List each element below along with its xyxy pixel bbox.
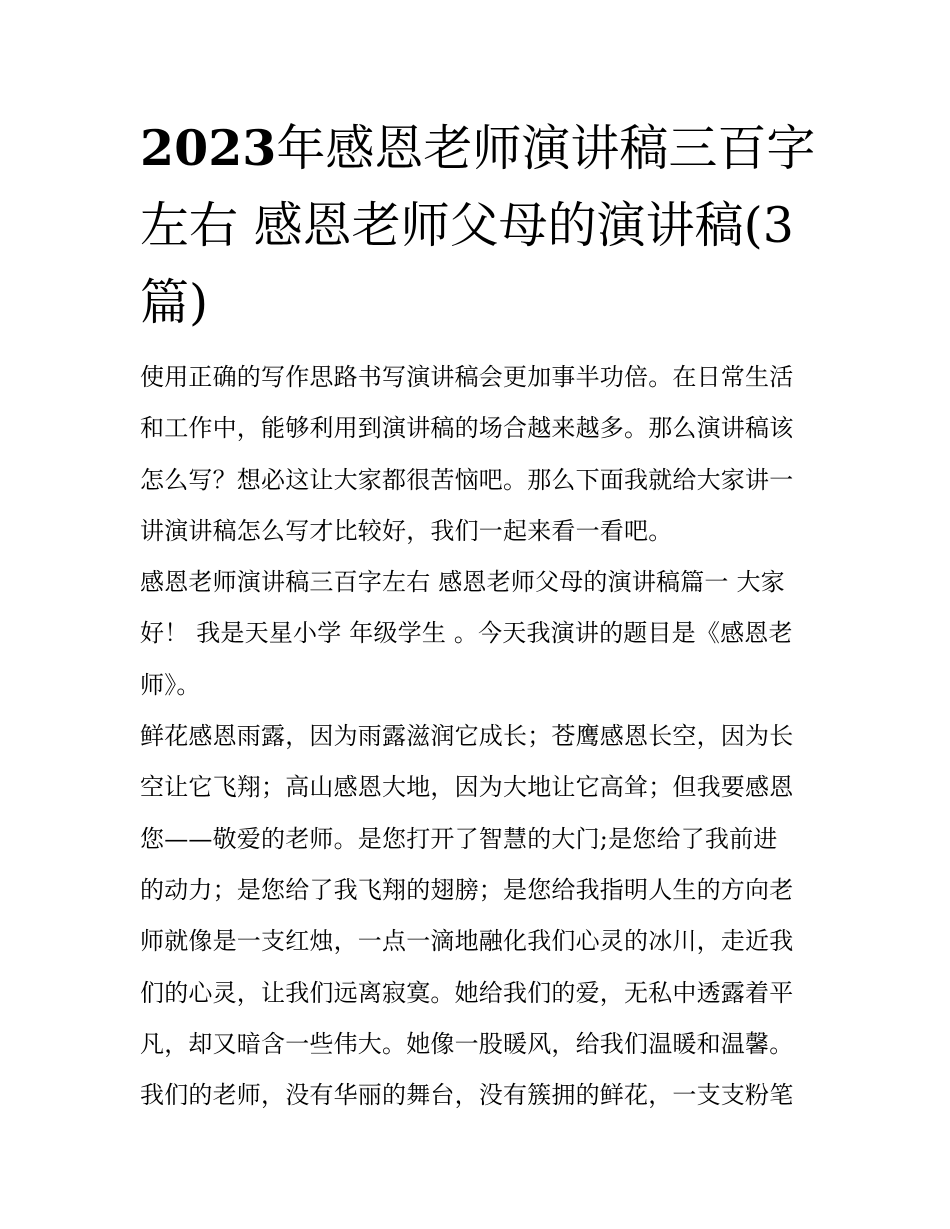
body-line: 和工作中，能够利用到演讲稿的场合越来越多。那么演讲稿该 bbox=[140, 414, 794, 443]
body-line: 怎么写？想必这让大家都很苦恼吧。那么下面我就给大家讲一 bbox=[140, 465, 794, 494]
title-text: 年感恩老师演讲稿三百字 bbox=[276, 120, 816, 177]
body-line: 好！ 我是天星小学 年级学生 。今天我演讲的题目是《感恩老 bbox=[140, 619, 793, 648]
body-line: 鲜花感恩雨露，因为雨露滋润它成长；苍鹰感恩长空，因为长 bbox=[140, 722, 794, 751]
body-line: 的动力；是您给了我飞翔的翅膀；是您给我指明人生的方向老 bbox=[140, 875, 794, 904]
title-text: 左右 感恩老师父母的演讲稿(3 bbox=[140, 197, 794, 254]
body-line: 们的心灵，让我们远离寂寞。她给我们的爱，无私中透露着平 bbox=[140, 978, 794, 1007]
title-year: 2023 bbox=[140, 119, 277, 177]
body-line: 感恩老师演讲稿三百字左右 感恩老师父母的演讲稿篇一 大家 bbox=[140, 568, 785, 597]
title-line bbox=[140, 264, 820, 341]
body-line: 讲演讲稿怎么写才比较好，我们一起来看一看吧。 bbox=[140, 516, 673, 545]
title-text: 篇) bbox=[140, 274, 209, 331]
title-line bbox=[140, 110, 820, 187]
body-line: 您——敬爱的老师。是您打开了智慧的大门;是您给了我前进 bbox=[140, 824, 778, 853]
document-title bbox=[140, 110, 820, 341]
body-line: 使用正确的写作思路书写演讲稿会更加事半功倍。在日常生活 bbox=[140, 363, 794, 391]
body-line: 我们的老师，没有华丽的舞台，没有簇拥的鲜花，一支支粉笔 bbox=[140, 1081, 794, 1110]
document-body bbox=[140, 352, 820, 1121]
body-line: 师就像是一支红烛，一点一滴地融化我们心灵的冰川，走近我 bbox=[140, 927, 794, 956]
body-line: 空让它飞翔；高山感恩大地，因为大地让它高耸；但我要感恩 bbox=[140, 773, 794, 802]
body-line: 师》。 bbox=[140, 670, 201, 699]
title-line bbox=[140, 187, 820, 264]
body-line: 凡，却又暗含一些伟大。她像一股暖风，给我们温暖和温馨。 bbox=[140, 1029, 794, 1058]
